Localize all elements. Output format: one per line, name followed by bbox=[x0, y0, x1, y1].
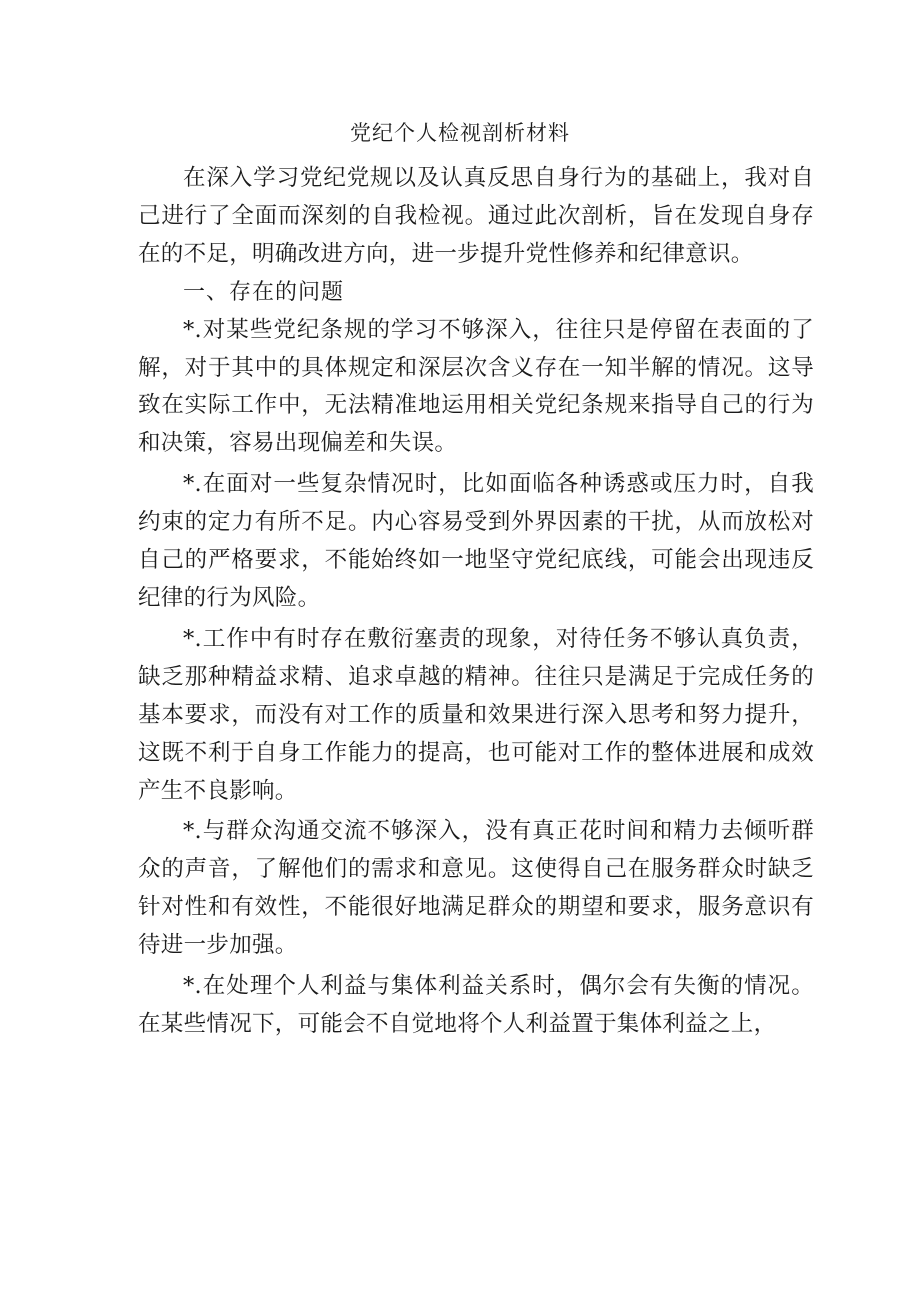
intro-paragraph: 在深入学习党纪党规以及认真反思自身行为的基础上，我对自己进行了全面而深刻的自我检视。通过此次剖析，旨在发现自身存在的不足，明确改进方向，进一步提升党性修养和纪律意识。 bbox=[138, 165, 814, 267]
problem-item-5: *.在处理个人利益与集体利益关系时，偶尔会有失衡的情况。在某些情况下，可能会不自觉地将个人利益置于集体利益之上， bbox=[138, 973, 814, 1037]
section-heading-problems: 一、存在的问题 bbox=[183, 279, 345, 305]
document-body bbox=[138, 160, 814, 1044]
document-title: 党纪个人检视剖析材料 bbox=[350, 121, 570, 145]
problem-item-3: *.工作中有时存在敷衍塞责的现象，对待任务不够认真负责，缺乏那种精益求精、追求卓越的精神。往往只是满足于完成任务的基本要求，而没有对工作的质量和效果进行深入思考和努力提升，这既不利于自身工作能力的提高，也可能对工作的整体进展和成效产生不良影响。 bbox=[138, 625, 814, 804]
problem-item-2: *.在面对一些复杂情况时，比如面临各种诱惑或压力时，自我约束的定力有所不足。内心容易受到外界因素的干扰，从而放松对自己的严格要求，不能始终如一地坚守党纪底线，可能会出现违反纪律的行为风险。 bbox=[138, 471, 814, 611]
problem-item-1: *.对某些党纪条规的学习不够深入，往往只是停留在表面的了解，对于其中的具体规定和深层次含义存在一知半解的情况。这导致在实际工作中，无法精准地运用相关党纪条规来指导自己的行为和决策，容易出现偏差和失误。 bbox=[138, 316, 814, 457]
problem-item-4: *.与群众沟通交流不够深入，没有真正花时间和精力去倾听群众的声音，了解他们的需求和意见。这使得自己在服务群众时缺乏针对性和有效性，不能很好地满足群众的期望和要求，服务意识有待进一步加强。 bbox=[138, 818, 814, 959]
